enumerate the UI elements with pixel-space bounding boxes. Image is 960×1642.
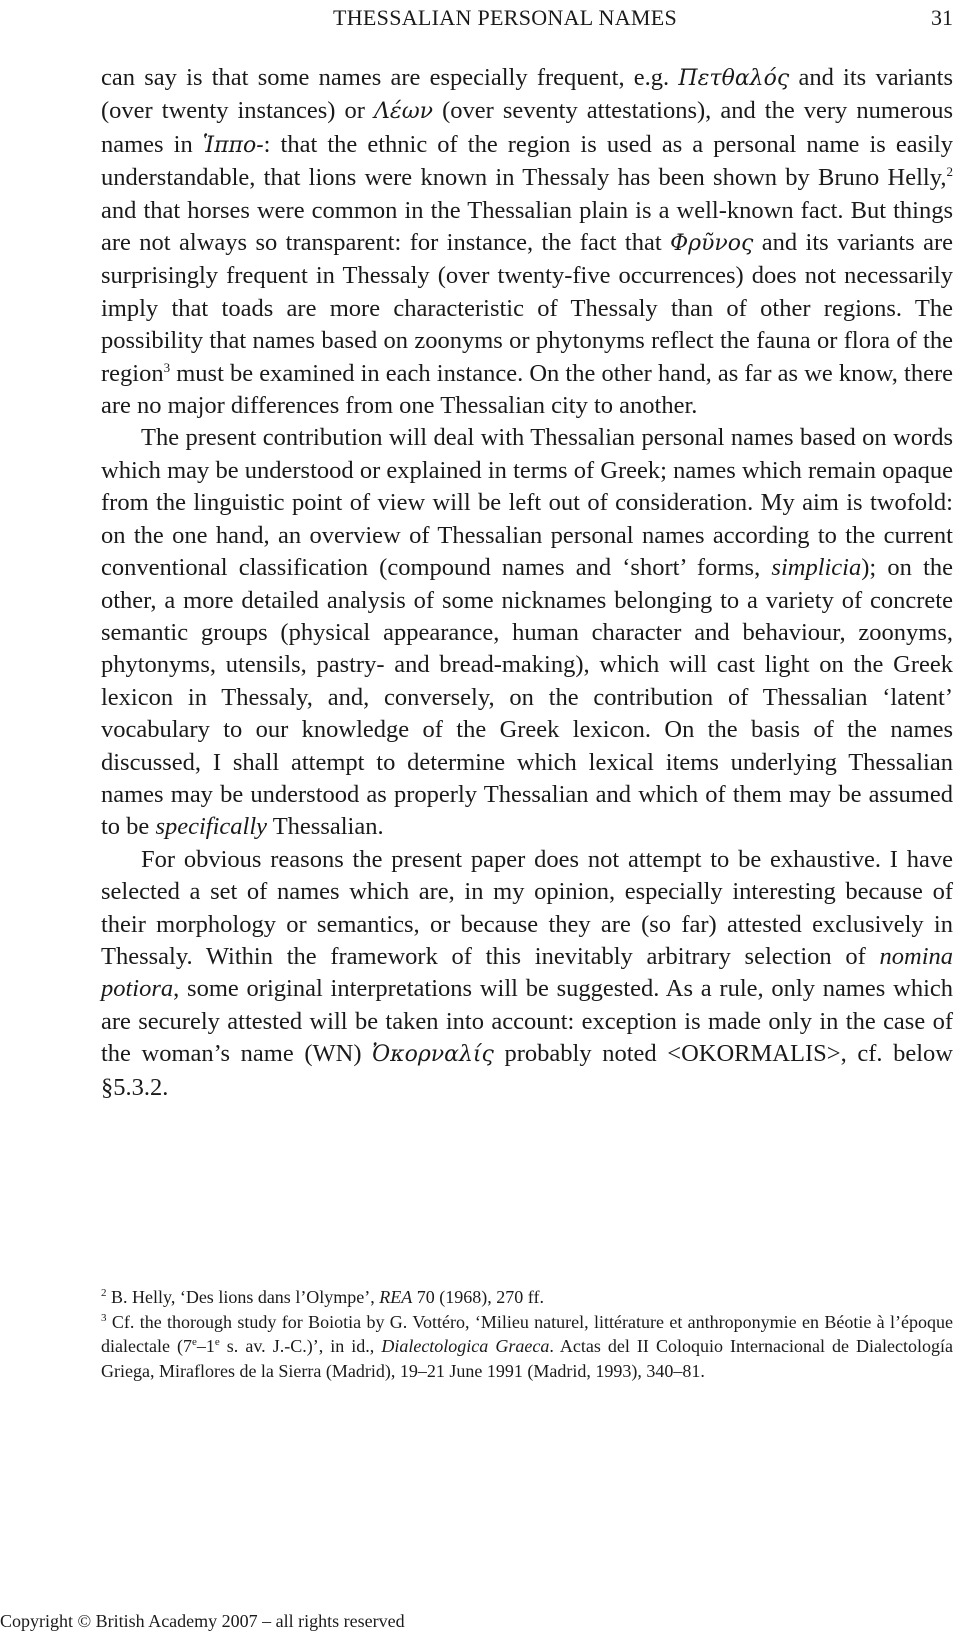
copyright-notice: Copyright © British Academy 2007 – all rights reserved <box>0 1611 405 1631</box>
text-run: s. av. J.-C.)’, in id., <box>219 1336 382 1356</box>
text-run: and its variants (over twenty instances) or <box>101 64 953 125</box>
running-title: THESSALIAN PERSONAL NAMES <box>333 5 678 30</box>
page-number: 31 <box>931 5 953 30</box>
italic-term: nomina potiora <box>101 942 953 1003</box>
text-run: (over seventy attestations), and the very numerous names in <box>101 97 953 158</box>
text-run: can say is that some names are especially frequent, e.g. <box>101 64 679 91</box>
footnote-ref[interactable]: 2 <box>946 164 953 180</box>
paragraph-1 <box>101 62 953 422</box>
text-run: . Actas del II Coloquio Internacional de Dialectología Griega, Miraflores de la Sierra (Madrid), 19–21 June 1991 (Madrid, 1993), 340–81. <box>101 1336 953 1381</box>
footnote-3 <box>101 1310 953 1384</box>
superscript: e <box>191 1336 197 1348</box>
paragraph-2 <box>101 422 953 843</box>
greek-name: Ἱππο- <box>202 132 264 158</box>
greek-name: Πετθαλός <box>678 66 790 91</box>
text-run: B. Helly, ‘Des lions dans l’Olympe’, <box>106 1287 380 1307</box>
superscript: e <box>214 1336 220 1348</box>
text-run: and its variants are surprisingly frequent in Thessaly (over twenty-five occurrences) does not necessarily imply that toads are more characteristic of Thessaly than of other regions. The possibility that names based on zoonyms or phytonyms reflect the fauna or flora of the region <box>101 229 953 387</box>
text-run: For obvious reasons the present paper does not attempt to be exhaustive. I have selected a set of names which are, in my opinion, especially interesting because of their morphology or semantics, or because they are (so far) attested exclusively in Thessaly. Within the framework of this inevitably arbitrary selection of <box>101 845 953 970</box>
footnote-number: 3 <box>101 1311 107 1324</box>
running-header <box>101 2 953 38</box>
footnote-number: 2 <box>101 1287 107 1299</box>
italic-term: REA <box>379 1287 413 1307</box>
text-run: ); on the other, a more detailed analysis of some nicknames belonging to a variety of concrete semantic groups (physical appearance, human character and behaviour, zoonyms, phytonyms, utensils, pastry- and bread-making), which will cast light on the Greek lexicon in Thessaly, and, conversely, on the contribution of Thessalian ‘latent’ vocabulary to our knowledge of the Greek lexicon. On the basis of the names discussed, I shall attempt to determine which lexical items underlying Thessalian names may be understood as properly Thessalian and which of them may be assumed to be <box>101 554 954 841</box>
text-run: : that the ethnic of the region is used as a personal name is easily understandable, that lions were known in Thessaly has been shown by Bruno Helly, <box>101 130 953 192</box>
italic-term: simplicia <box>771 554 862 582</box>
footnote-ref[interactable]: 3 <box>163 359 171 375</box>
text-run: The present contribution will deal with Thessalian personal names based on words which may be understood or explained in terms of Greek; names which remain opaque from the linguistic point of view will be left out of consideration. My aim is twofold: on the one hand, an overview of Thessalian personal names according to the current conventional classification (compound names and ‘short’ forms, <box>101 424 953 582</box>
text-run: 70 (1968), 270 ff. <box>412 1287 544 1307</box>
text-run: must be examined in each instance. On the other hand, as far as we know, there are no major differences from one Thessalian city to another. <box>101 359 953 420</box>
paragraph-3 <box>101 844 953 1104</box>
text-run: and that horses were common in the Thessalian plain is a well-known fact. But things are not always so transparent: for instance, the fact that <box>101 196 953 257</box>
text-run: –1 <box>196 1336 215 1356</box>
greek-name: Λέων <box>374 99 434 125</box>
main-text <box>101 62 953 1104</box>
italic-term: specifically <box>155 813 268 841</box>
italic-term: Dialectologica Graeca <box>381 1336 550 1356</box>
greek-name: Ὀκορναλίς <box>372 1042 494 1068</box>
text-run: , some original interpretations will be suggested. As a rule, only names which are securely attested will be taken into account: exception is made only in the case of the woman’s name (WN) <box>101 975 953 1068</box>
greek-name: Φρῦνος <box>670 231 754 257</box>
footnote-2 <box>101 1285 953 1310</box>
text-run: Cf. the thorough study for Boiotia by G. Vottéro, ‘Milieu naturel, littérature et anthroponymie en Béotie à l’époque dialectale (7 <box>101 1311 953 1356</box>
text-run: Thessalian. <box>267 813 384 841</box>
footnotes <box>101 1285 953 1383</box>
text-run: probably noted <OKORMALIS>, cf. below §5.3.2. <box>101 1040 953 1101</box>
